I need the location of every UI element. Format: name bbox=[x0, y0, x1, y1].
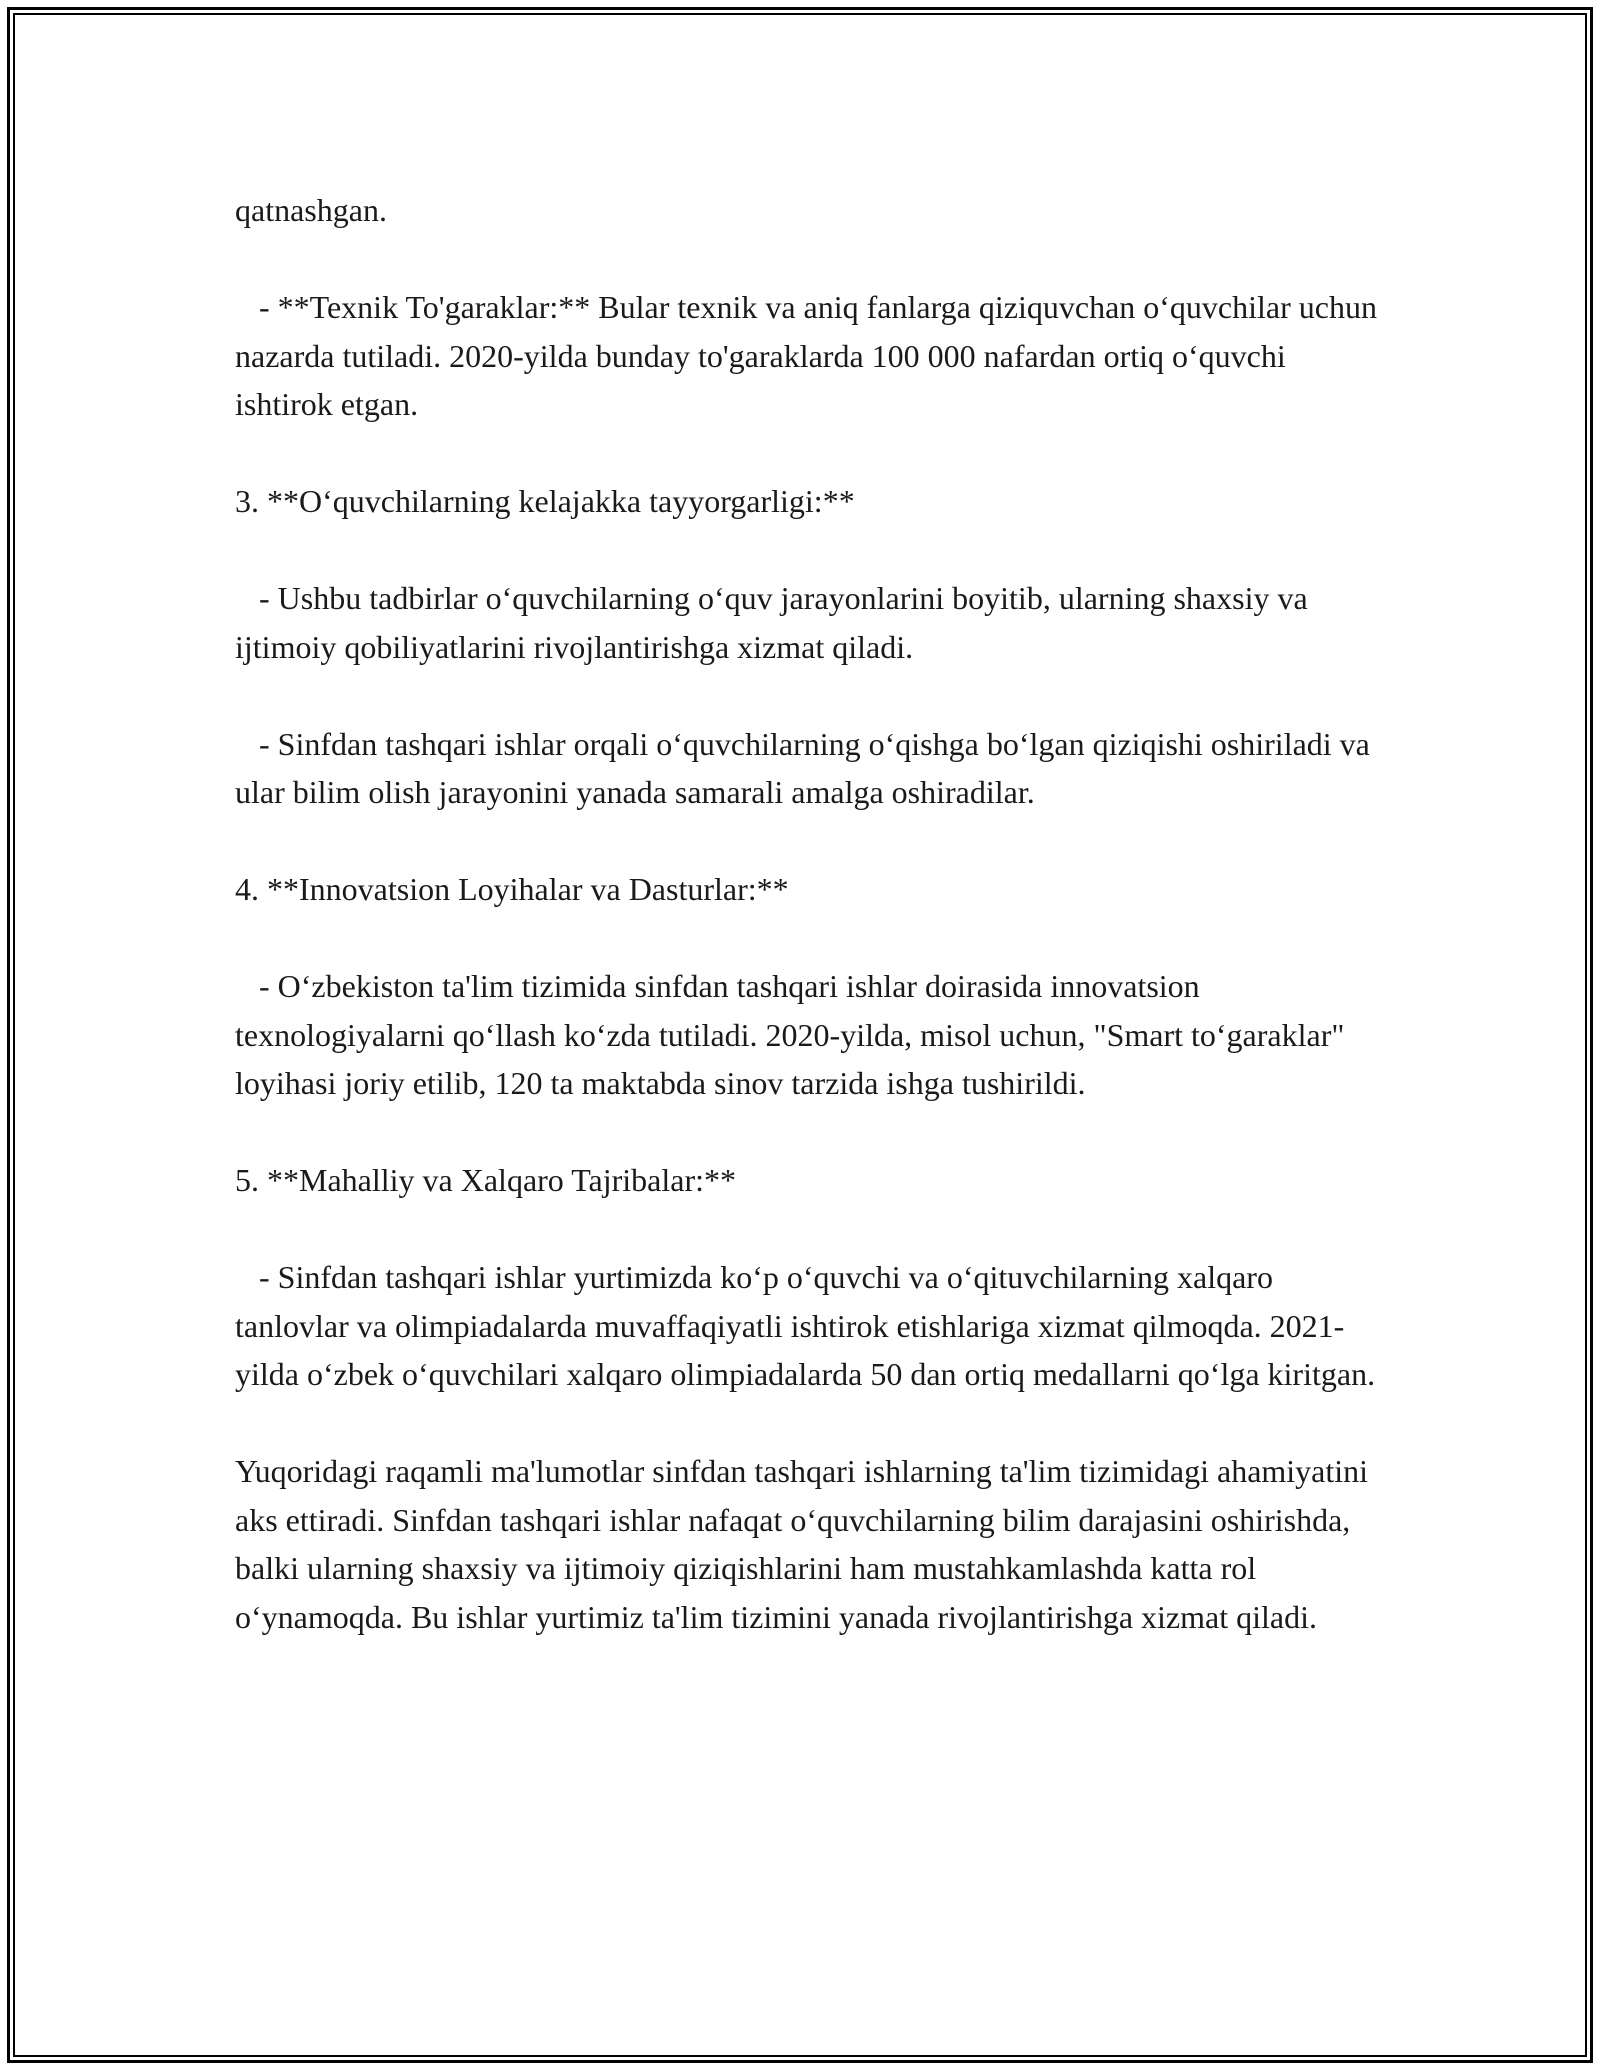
document-body bbox=[235, 186, 1385, 1641]
paragraph-continuation: qatnashgan. bbox=[235, 192, 387, 228]
heading-innovative-projects: 4. **Innovatsion Loyihalar va Dasturlar:** bbox=[235, 871, 789, 907]
paragraph-technical-clubs: - **Texnik To'garaklar:** Bular texnik va aniq fanlarga qiziquvchan o‘quvchilar uchun nazarda tutiladi. 2020-yilda bunday to'garaklarda 100 000 nafardan ortiq o‘quvchi ishtirok etgan. bbox=[235, 289, 1385, 422]
paragraph-conclusion: Yuqoridagi raqamli ma'lumotlar sinfdan tashqari ishlarning ta'lim tizimidagi ahamiyatini aks ettiradi. Sinfdan tashqari ishlar nafaqat o‘quvchilarning bilim darajasini oshirishda, balki ularning shaxsiy va ijtimoiy qiziqishlarini ham mustahkamlashda katta rol o‘ynamoqda. Bu ishlar yurtimiz ta'lim tizimini yanada rivojlantirishga xizmat qiladi. bbox=[235, 1453, 1377, 1635]
heading-local-international: 5. **Mahalliy va Xalqaro Tajribalar:** bbox=[235, 1162, 737, 1198]
paragraph-olympiads: - Sinfdan tashqari ishlar yurtimizda ko‘p o‘quvchi va o‘qituvchilarning xalqaro tanlovlar va olimpiadalarda muvaffaqiyatli ishtirok etishlariga xizmat qilmoqda. 2021-yilda o‘zbek o‘quvchilari xalqaro olimpiadalarda 50 dan ortiq medallarni qo‘lga kiritgan. bbox=[235, 1259, 1376, 1392]
paragraph-enrich-learning: - Ushbu tadbirlar o‘quvchilarning o‘quv jarayonlarini boyitib, ularning shaxsiy va ijtimoiy qobiliyatlarini rivojlantirishga xizmat qiladi. bbox=[235, 580, 1316, 665]
paragraph-smart-clubs: - O‘zbekiston ta'lim tizimida sinfdan tashqari ishlar doirasida innovatsion texnologiyalarni qo‘llash ko‘zda tutiladi. 2020-yilda, misol uchun, "Smart to‘garaklar" loyihasi joriy etilib, 120 ta maktabda sinov tarzida ishga tushirildi. bbox=[235, 968, 1353, 1101]
paragraph-interest-in-study: - Sinfdan tashqari ishlar orqali o‘quvchilarning o‘qishga bo‘lgan qiziqishi oshiriladi va ular bilim olish jarayonini yanada samarali amalga oshiradilar. bbox=[235, 725, 1378, 810]
heading-future-readiness: 3. **O‘quvchilarning kelajakka tayyorgarligi:** bbox=[235, 483, 855, 519]
